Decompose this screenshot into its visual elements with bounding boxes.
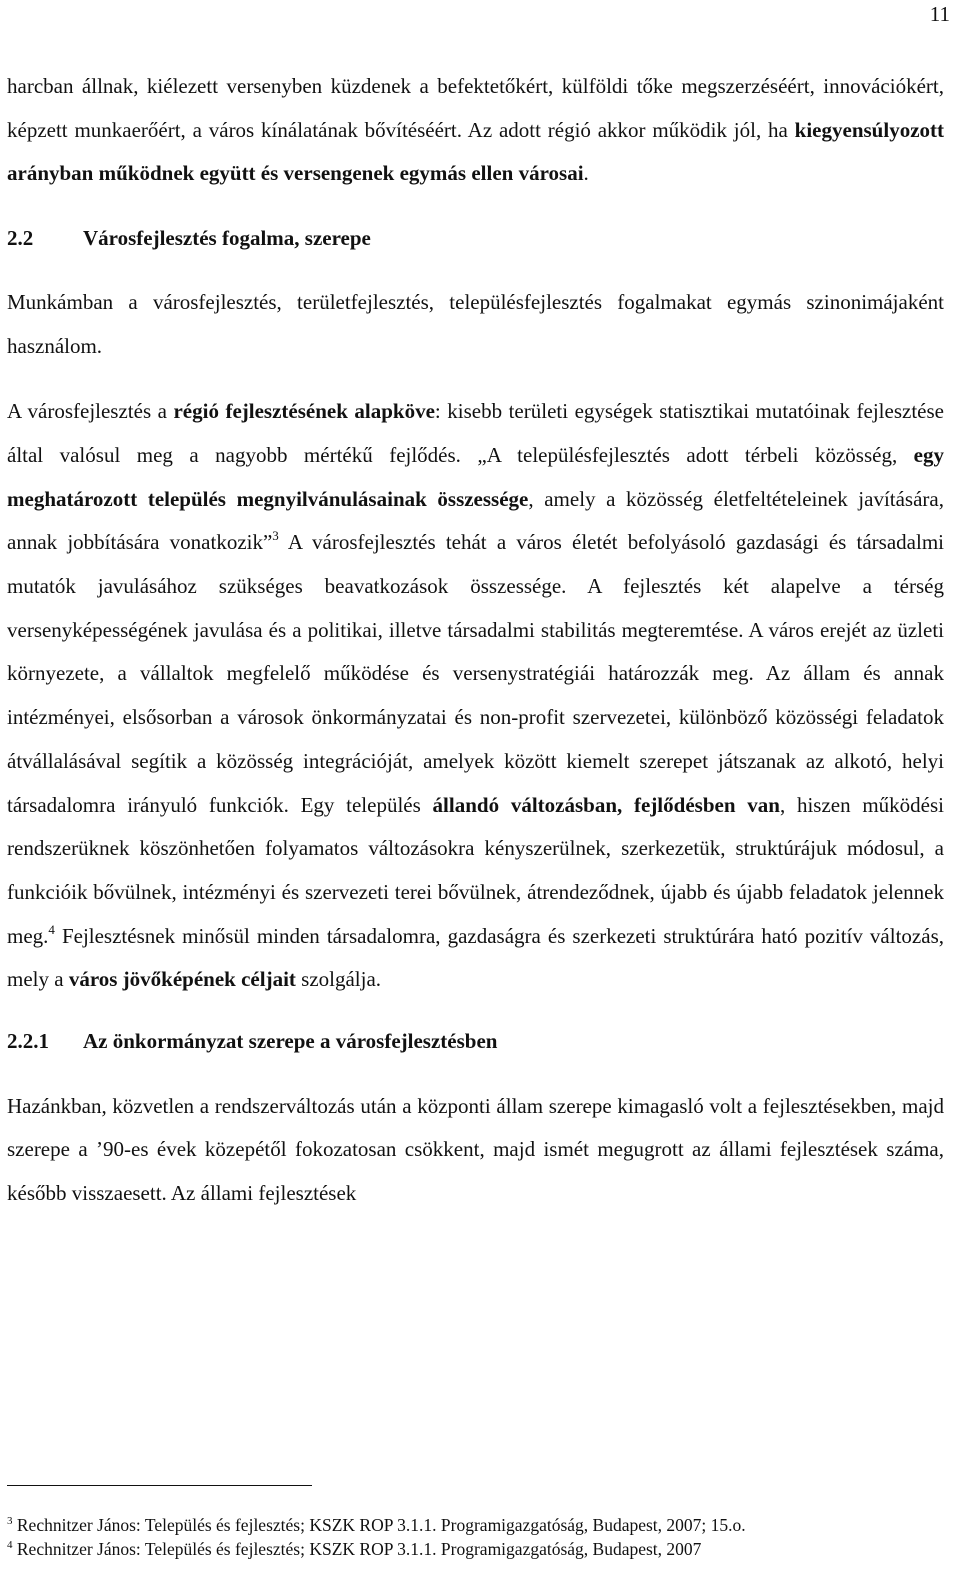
footnote-ref: 4 (48, 921, 55, 937)
paragraph-intro (7, 65, 944, 196)
footnote-text: Rechnitzer János: Település és fejlesztés; KSZK ROP 3.1.1. Programigazgatóság, Budapest, 2007 (12, 1539, 702, 1559)
text-run: , hiszen működési rendszerüknek köszönhetően folyamatos változásokra kényszerülnek, szerkezetük, struktúrájuk módosul, a funkcióik bővülnek, intézményi és szervezeti terei bővülnek, átrendeződnek, újabb és újabb feladatok jelennek meg. (7, 792, 944, 948)
section-title: Városfejlesztés fogalma, szerepe (83, 226, 371, 251)
section-heading-2-2 (7, 217, 944, 261)
footnote-divider (7, 1485, 312, 1486)
footnote-number: 4 (7, 1539, 13, 1551)
section-heading-2-2-1 (7, 1020, 944, 1064)
section-number: 2.2.1 (7, 1029, 49, 1054)
page-number: 11 (929, 2, 950, 26)
text-run: harcban állnak, kiélezett versenyben küzdenek a befektetőkért, külföldi tőke megszerzéséért, innovációkért, képzett munkaerőért, a város kínálatának bővítéséért. Az adott régió akkor működik jól, ha (7, 74, 944, 142)
footnote-number: 3 (7, 1515, 13, 1527)
section-title: Az önkormányzat szerepe a városfejlesztésben (83, 1029, 498, 1054)
paragraph-terms: Munkámban a városfejlesztés, területfejlesztés, településfejlesztés fogalmakat egymás szinonimájaként használom. (7, 289, 944, 358)
paragraph-history: Hazánkban, közvetlen a rendszerváltozás után a központi állam szerepe kimagasló volt a fejlesztésekben, majd szerepe a ’90-es évek közepétől fokozatosan csökkent, majd ismét megugrott az állami fejlesztések száma, később visszaesett. Az állami fejlesztések (7, 1093, 944, 1206)
text-run: A városfejlesztés tehát a város életét befolyásoló gazdasági és társadalmi mutatók javulásához szükséges beavatkozások összessége. A fejlesztés két alapelve a térség versenyképességének javulása és a politikai, illetve társadalmi stabilitás megteremtése. A város erejét az üzleti környezete, a vállaltok megfelelő működése és versenystratégiái határozzák meg. Az állam és annak intézményei, elsősorban a városok önkormányzatai és non-profit szervezetei, különböző közösségi feladatok átvállalásával segítik a közösség integrációját, amelyek között kiemelt szerepet játszanak az alkotó, helyi társadalomra irányuló funkciók. Egy település (7, 530, 944, 817)
text-run: . (583, 161, 589, 186)
text-run: szolgálja. (295, 967, 382, 992)
footnote (7, 1537, 947, 1561)
paragraph-definition (7, 390, 944, 1002)
bold-run: régió fejlesztésének alapköve (173, 399, 435, 424)
bold-run: város jövőképének céljait (68, 967, 296, 992)
footnote-text: Rechnitzer János: Település és fejlesztés; KSZK ROP 3.1.1. Programigazgatóság, Budapest, 2007; 15.o. (12, 1515, 746, 1535)
footnote-ref: 3 (272, 528, 279, 544)
footnotes (7, 1513, 947, 1561)
section-number: 2.2 (7, 226, 34, 251)
bold-run: állandó változásban, fejlődésben van (432, 792, 780, 817)
text-run: : kisebb területi egységek statisztikai mutatóinak fejlesztése által valósul meg a nagyobb mértékű fejlődés. „A településfejlesztés adott térbeli közösség, (7, 399, 944, 467)
document-body (7, 65, 944, 1216)
text-run: Fejlesztésnek minősül minden társadalomra, gazdaságra és szerkezeti struktúrára ható pozitív változás, mely a (7, 923, 944, 992)
text-run: A városfejlesztés a (7, 399, 174, 424)
footnote (7, 1513, 947, 1537)
bold-run: kiegyensúlyozott arányban működnek együtt és versengenek egymás ellen városai (7, 117, 944, 186)
bold-run: egy meghatározott település megnyilvánulásainak összessége (7, 442, 944, 511)
text-run: , amely a közösség életfeltételeinek javítására, annak jobbítására vonatkozik” (7, 486, 944, 555)
